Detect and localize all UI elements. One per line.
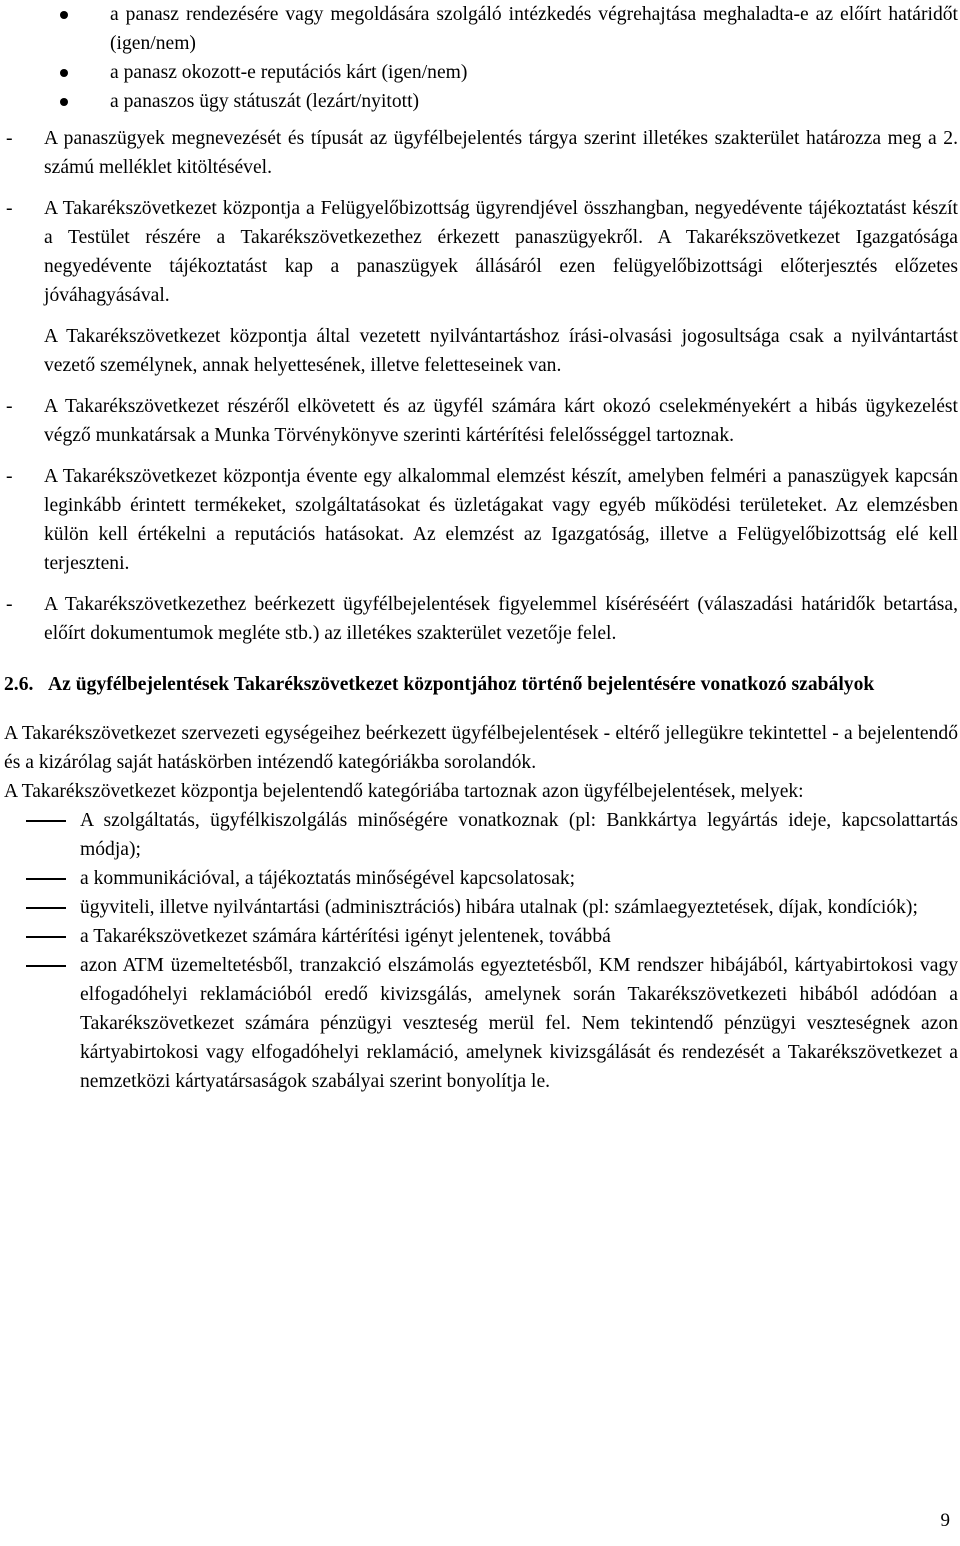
emdash-marker [26,907,66,909]
body-paragraph: A Takarékszövetkezet központja bejelentendő kategóriába tartoznak azon ügyfélbejelentések, melyek: [4,781,804,802]
emdash-item [4,864,958,893]
dash-text: A Takarékszövetkezet központja évente egy alkalommal elemzést készít, amelyben felméri a panaszügyek kapcsán leginkább érintett termékeket, szolgáltatásokat és üzletágakat vagy egyéb működési területeket. Az elemzésben külön kell értékelni a reputációs hatásokat. Az elemzést az Igazgatóság, illetve a Felügyelőbizottság elé kell terjeszteni. [44,466,958,574]
emdash-text: ügyviteli, illetve nyilvántartási (adminisztrációs) hibára utalnak (pl: számlaegyeztetések, díjak, kondíciók); [80,897,918,918]
dash-marker: - [6,128,13,149]
dash-item [4,590,958,648]
emdash-item [4,806,958,864]
bullet-text: a panasz rendezésére vagy megoldására szolgáló intézkedés végrehajtása meghaladta-e az előírt határidőt (igen/nem) [110,4,958,54]
section-title: Az ügyfélbejelentések Takarékszövetkezet központjához történő bejelentésére vonatkozó szabályok [48,674,875,695]
dash-item [4,392,958,450]
dash-text: A panaszügyek megnevezését és típusát az ügyfélbejelentés tárgya szerint illetékes szakterület határozza meg a 2. számú melléklet kitöltésével. [44,128,958,178]
dash-text: A Takarékszövetkezethez beérkezett ügyfélbejelentések figyelemmel kíséréséért (válaszadási határidők betartása, előírt dokumentumok megléte stb.) az illetékes szakterület vezetője felel. [44,594,958,644]
dash-item [4,462,958,578]
page-content [4,0,958,1096]
emdash-text: a kommunikációval, a tájékoztatás minőségével kapcsolatosak; [80,868,576,889]
bullet-text: a panasz okozott-e reputációs kárt (igen/nem) [110,62,468,83]
bullet-text: a panaszos ügy státuszát (lezárt/nyitott) [110,91,420,112]
dash-item [4,124,958,182]
emdash-marker [26,878,66,880]
bullet-dot-icon [60,11,68,19]
section-heading [4,670,958,699]
emdash-item [4,951,958,1096]
section-number: 2.6. [4,674,34,695]
dash-item [4,194,958,310]
bullet-item [4,0,958,58]
emdash-text: A szolgáltatás, ügyfélkiszolgálás minőségére vonatkoznak (pl: Bankkártya legyártás ideje, kapcsolattartás módja); [80,810,958,860]
bullet-item [4,87,958,116]
dash-marker: - [6,466,13,487]
dash-marker: - [6,198,13,219]
page-number: 9 [940,1510,950,1531]
emdash-marker [26,936,66,938]
bullet-dot-icon [60,69,68,77]
indented-paragraph: A Takarékszövetkezet központja által vezetett nyilvántartáshoz írási-olvasási jogosultsága csak a nyilvántartást vezető személynek, annak helyettesének, illetve feletteseinek van. [44,326,958,376]
dash-text: A Takarékszövetkezet részéről elkövetett és az ügyfél számára kárt okozó cselekményekért a hibás ügykezelést végző munkatársak a Munka Törvénykönyve szerinti kártérítési felelősséggel tartoznak. [44,396,958,446]
emdash-item [4,893,958,922]
emdash-text: a Takarékszövetkezet számára kártérítési igényt jelentenek, továbbá [80,926,611,947]
dash-marker: - [6,396,13,417]
bullet-item [4,58,958,87]
dash-marker: - [6,594,13,615]
emdash-text: azon ATM üzemeltetésből, tranzakció elszámolás egyeztetésből, KM rendszer hibájából, kártyabirtokosi vagy elfogadóhelyi reklamációból eredő kivizsgálás, amelynek során Takarékszövetkezeti hibából adódóan a Takarékszövetkezet számára pénzügyi veszteség merül fel. Nem tekintendő pénzügyi veszteségnek azon kártyabirtokosi vagy elfogadóhelyi reklamáció, amelynek kivizsgálását és rendezését a Takarékszövetkezet a nemzetközi kártyatársaságok szabályai szerint bonyolítja le. [80,955,958,1092]
emdash-marker [26,820,66,822]
body-paragraph: A Takarékszövetkezet szervezeti egységeihez beérkezett ügyfélbejelentések - eltérő jellegükre tekintettel - a bejelentendő és a kizárólag saját hatáskörben intézendő kategóriákba sorolandók. [4,723,958,773]
dash-text: A Takarékszövetkezet központja a Felügyelőbizottság ügyrendjével összhangban, negyedévente tájékoztatást készít a Testület részére a Takarékszövetkezethez érkezett panaszügyekről. A Takarékszövetkezet Igazgatósága negyedévente tájékoztatást kap a panaszügyek állásáról ezen felügyelőbizottsági előterjesztés előzetes jóváhagyásával. [44,198,958,306]
emdash-item [4,922,958,951]
bullet-dot-icon [60,98,68,106]
emdash-marker [26,965,66,967]
